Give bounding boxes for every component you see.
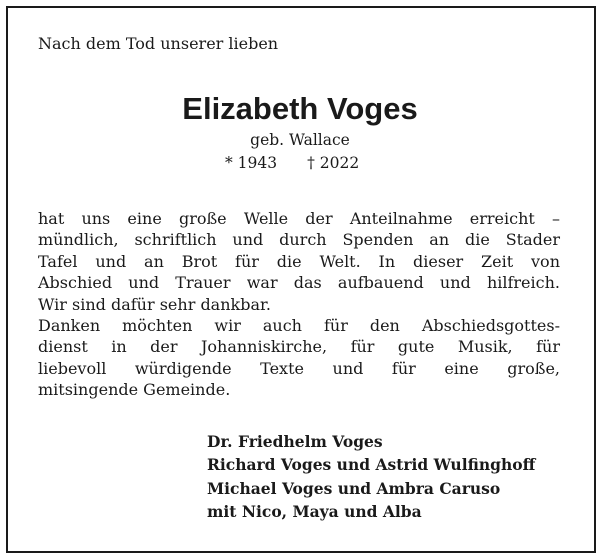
text-line: Tafel und an Brot für die Welt. In dieser Zeit von: [38, 251, 560, 271]
intro-text: Nach dem Tod unserer lieben: [38, 34, 279, 53]
signer-line: Michael Voges und Ambra Caruso: [207, 478, 501, 498]
text-line: Danken möchten wir auch für den Abschiedsgottes-: [38, 316, 560, 336]
text-line: hat uns eine große Welle der Anteilnahme erreicht –: [38, 209, 560, 228]
life-dates: [225, 154, 359, 172]
text-line: Wir sind dafür sehr dankbar.: [38, 294, 271, 314]
birth-year: * 1943: [225, 154, 278, 172]
text-line: mitsingende Gemeinde.: [38, 380, 231, 400]
signer-line: Richard Voges und Astrid Wulfinghoff: [207, 455, 536, 475]
text-line: Abschied und Trauer war das aufbauend und hilfreich.: [38, 273, 560, 293]
text-line: mündlich, schriftlich und durch Spenden an die Stader: [38, 230, 560, 250]
text-line: dienst in der Johanniskirche, für gute Musik, für: [38, 337, 560, 357]
signer-line: Dr. Friedhelm Voges: [207, 432, 383, 451]
maiden-name: geb. Wallace: [250, 131, 350, 149]
thank-you-text: [38, 208, 560, 401]
signer-line: mit Nico, Maya und Alba: [207, 501, 422, 521]
death-year: † 2022: [307, 154, 360, 172]
text-line: liebevoll würdigende Texte und für eine große,: [38, 358, 560, 378]
signers-block: [207, 430, 535, 523]
deceased-name: Elizabeth Voges: [182, 91, 418, 126]
